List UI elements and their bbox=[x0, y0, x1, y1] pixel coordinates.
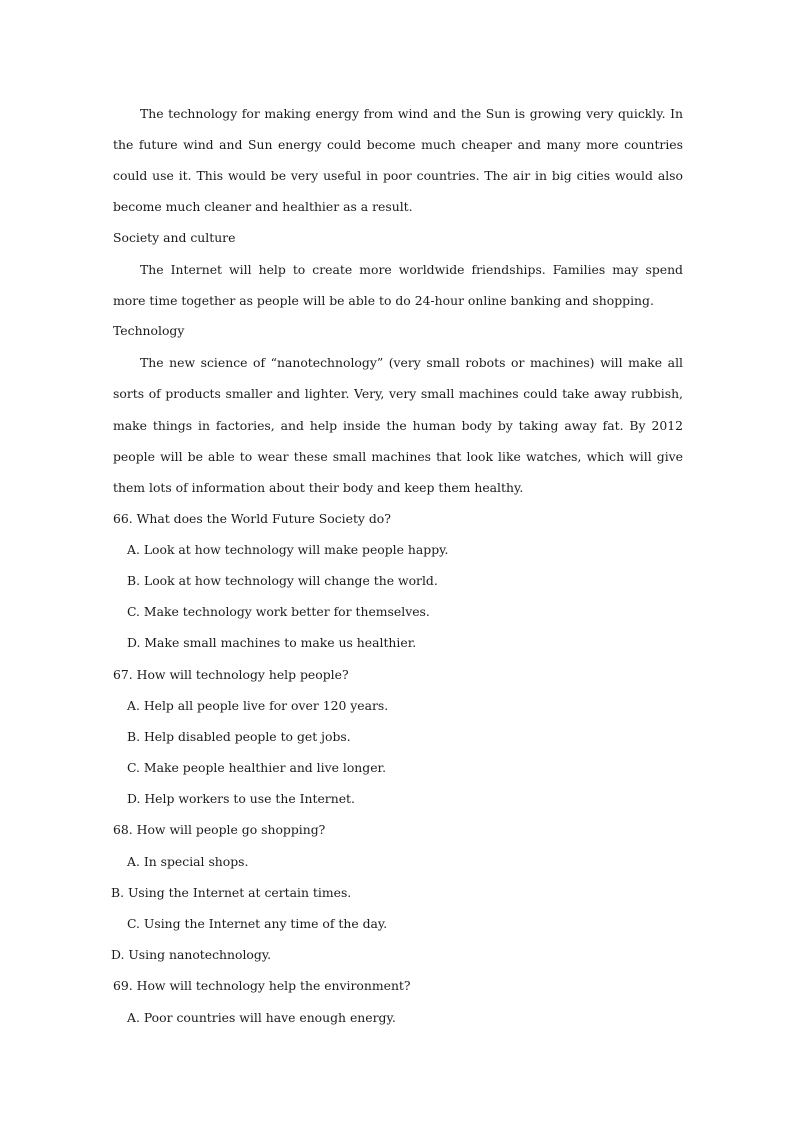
question-68-option-b: B. Using the Internet at certain times. bbox=[111, 884, 352, 900]
paragraph-technology-wrap bbox=[113, 347, 683, 503]
paragraph-society: The Internet will help to create more worldwide friendships. Families may spend more time together as people will be able to do 24-hour online banking and shopping. bbox=[113, 261, 683, 308]
question-66-option-d: D. Make small machines to make us healthier. bbox=[127, 635, 417, 651]
paragraph-energy-wrap bbox=[113, 98, 683, 223]
question-67: 67. How will technology help people? bbox=[113, 666, 349, 682]
paragraph-technology: The new science of “nanotechnology” (very small robots or machines) will make all sorts of products smaller and lighter. Very, very small machines could take away rubbish, make things in factories, and help inside the human body by taking away fat. By 2012 people will be able to wear these small machines that look like watches, which will give them lots of information about their body and keep them healthy. bbox=[113, 355, 683, 495]
document-content bbox=[113, 101, 683, 1037]
question-66-option-c: C. Make technology work better for themselves. bbox=[127, 604, 430, 620]
question-67-option-c: C. Make people healthier and live longer. bbox=[127, 760, 387, 776]
question-66: 66. What does the World Future Society do? bbox=[113, 510, 391, 526]
question-66-option-a: A. Look at how technology will make people happy. bbox=[127, 541, 449, 557]
heading-society-and-culture: Society and culture bbox=[113, 229, 236, 245]
question-68-option-a: A. In special shops. bbox=[127, 853, 249, 869]
question-68: 68. How will people go shopping? bbox=[113, 822, 326, 838]
question-68-option-d: D. Using nanotechnology. bbox=[111, 947, 272, 963]
paragraph-society-wrap bbox=[113, 254, 683, 316]
question-69: 69. How will technology help the environment? bbox=[113, 978, 411, 994]
question-67-option-d: D. Help workers to use the Internet. bbox=[127, 791, 355, 807]
question-68-option-c: C. Using the Internet any time of the day. bbox=[127, 916, 388, 932]
paragraph-energy: The technology for making energy from wind and the Sun is growing very quickly. In the future wind and Sun energy could become much cheaper and many more countries could use it. This would be very useful in poor countries. The air in big cities would also become much cleaner and healthier as a result. bbox=[113, 105, 683, 215]
question-66-option-b: B. Look at how technology will change the world. bbox=[127, 572, 438, 588]
question-69-option-a: A. Poor countries will have enough energy. bbox=[127, 1009, 396, 1025]
heading-technology: Technology bbox=[113, 323, 185, 339]
question-67-option-b: B. Help disabled people to get jobs. bbox=[127, 728, 351, 744]
question-67-option-a: A. Help all people live for over 120 years. bbox=[127, 697, 389, 713]
